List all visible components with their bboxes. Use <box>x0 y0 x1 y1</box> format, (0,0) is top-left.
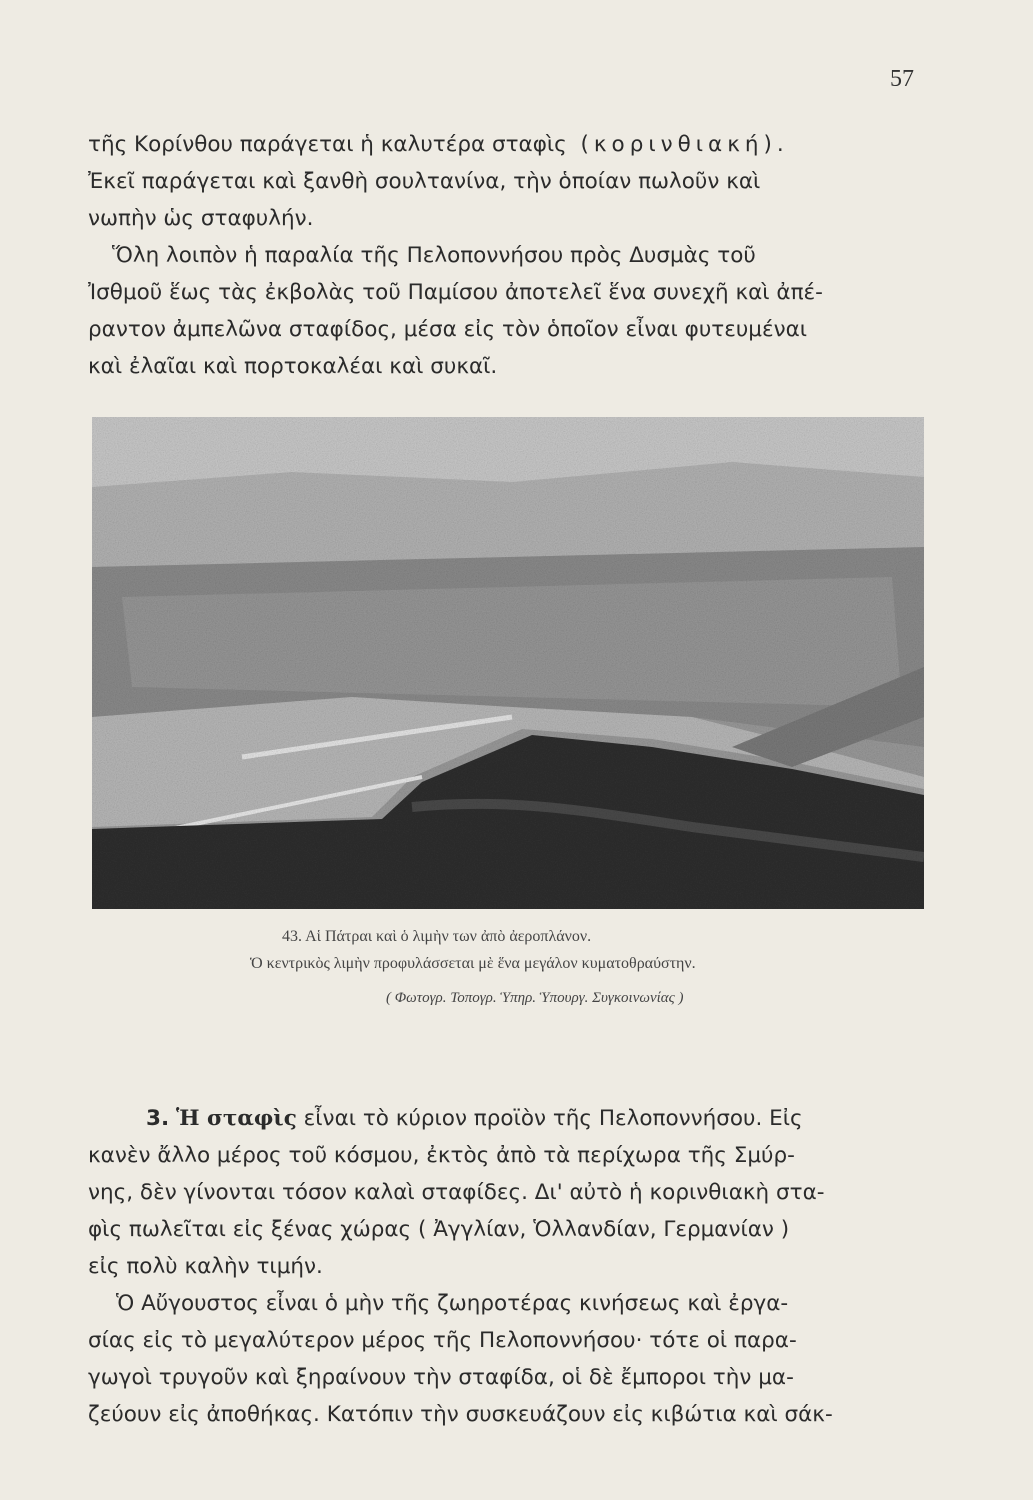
figure-caption-description: Ὁ κεντρικὸς λιμὴν προφυλάσσεται μὲ ἕνα μεγάλον κυματοθραύστην. <box>250 955 696 972</box>
section-keyword: Ἡ σταφὶς <box>175 1106 297 1131</box>
text-line: φὶς πωλεῖται εἰς ξένας χώρας ( Ἀγγλίαν, Ὁλλανδίαν, Γερμανίαν ) <box>88 1217 790 1242</box>
intro-paragraph <box>88 126 936 385</box>
figure-caption-title: 43. Αἱ Πάτραι καὶ ὁ λιμὴν των ἀπὸ ἀεροπλάνον. <box>282 928 592 945</box>
text-line: καὶ ἐλαῖαι καὶ πορτοκαλέαι καὶ συκαῖ. <box>88 354 498 379</box>
text-line: εἰς πολὺ καλὴν τιμήν. <box>88 1254 323 1279</box>
section-number: 3. <box>146 1106 170 1131</box>
text-line: 3. Ἡ σταφὶς εἶναι τὸ κύριον προϊὸν τῆς Πελοποννήσου. Εἰς <box>146 1106 803 1131</box>
aerial-photo-patras <box>92 417 924 909</box>
text-line: νης, δὲν γίνονται τόσον καλαὶ σταφίδες. Δι' αὐτὸ ἡ κορινθιακὴ στα- <box>88 1180 825 1205</box>
august-paragraph <box>88 1285 936 1433</box>
section3-paragraph <box>88 1100 936 1285</box>
text-line: Ἰσθμοῦ ἕως τὰς ἐκβολὰς τοῦ Παμίσου ἀποτελεῖ ἕνα συνεχῆ καὶ ἀπέ- <box>88 280 823 305</box>
text-line: Ὁ Αὔγουστος εἶναι ὁ μὴν τῆς ζωηροτέρας κινήσεως καὶ ἐργα- <box>116 1291 789 1316</box>
text-line: νωπὴν ὡς σταφυλήν. <box>88 206 314 231</box>
text-line: ζεύουν εἰς ἀποθήκας. Κατόπιν τὴν συσκευάζουν εἰς κιβώτια καὶ σάκ- <box>88 1402 833 1427</box>
emphasized-word: (κορινθιακή). <box>580 132 789 157</box>
figure-photo-credit: ( Φωτογρ. Τοπογρ. Ὑπηρ. Ὑπουργ. Συγκοινωνίας ) <box>386 990 684 1006</box>
text-line: γωγοὶ τρυγοῦν καὶ ξηραίνουν τὴν σταφίδα, οἱ δὲ ἔμποροι τὴν μα- <box>88 1365 794 1390</box>
page-number: 57 <box>890 66 914 92</box>
photo-drawing <box>92 417 924 909</box>
text-line: ραντον ἀμπελῶνα σταφίδος, μέσα εἰς τὸν ὁποῖον εἶναι φυτευμέναι <box>88 317 808 342</box>
text-line: σίας εἰς τὸ μεγαλύτερον μέρος τῆς Πελοποννήσου· τότε οἱ παρα- <box>88 1328 797 1353</box>
text-line: κανὲν ἄλλο μέρος τοῦ κόσμου, ἐκτὸς ἀπὸ τὰ περίχωρα τῆς Σμύρ- <box>88 1143 795 1168</box>
text-line: Ὅλη λοιπὸν ἡ παραλία τῆς Πελοποννήσου πρὸς Δυσμὰς τοῦ <box>112 243 756 268</box>
text-line: Ἐκεῖ παράγεται καὶ ξανθὴ σουλτανίνα, τὴν ὁποίαν πωλοῦν καὶ <box>88 169 761 194</box>
text-line: τῆς Κορίνθου παράγεται ἡ καλυτέρα σταφὶς (κορινθιακή). <box>88 132 789 157</box>
